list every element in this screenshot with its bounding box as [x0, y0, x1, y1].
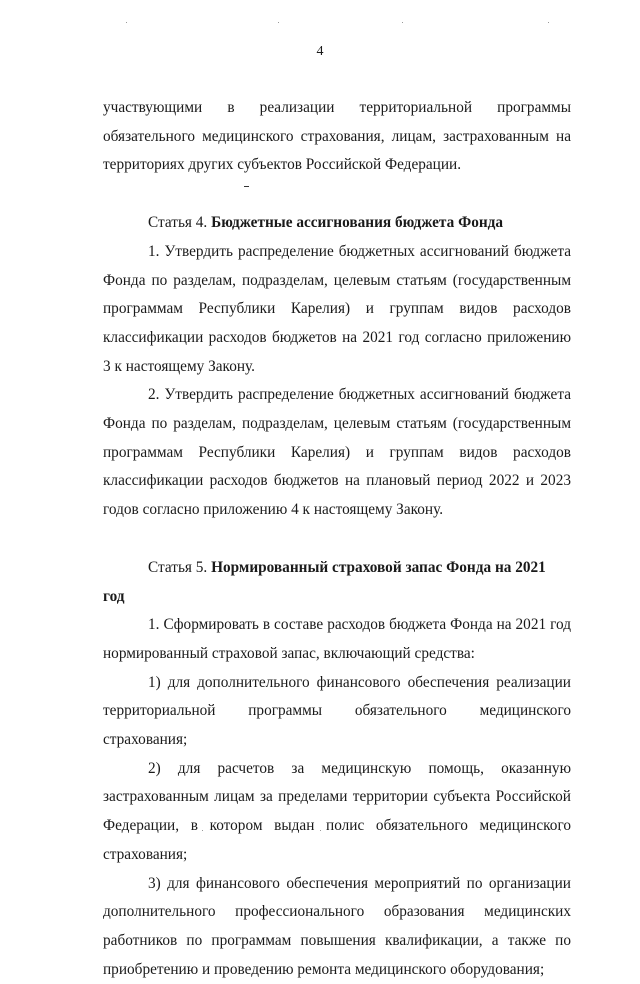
scan-speck	[402, 22, 403, 23]
article-5-label: Статья 5.	[148, 558, 208, 576]
article-4-heading	[103, 209, 571, 238]
article-5-item-3: 3) для финансового обеспечения мероприятий по организации дополнительного профессионального образования медицинских работников по программам повышения квалификации, а также по приобретению и проведению ремонта медицинского оборудования;	[103, 874, 571, 978]
section-spacer	[103, 180, 571, 209]
scan-speck	[126, 22, 127, 23]
article-4-paragraph-2: 2. Утвердить распределение бюджетных ассигнований бюджета Фонда по разделам, подразделам, целевым статьям (государственным программам Республики Карелия) и группам видов расходов классификации расходов бюджетов на плановый период 2022 и 2023 годов согласно приложению 4 к настоящему Закону.	[103, 386, 571, 519]
section-spacer	[103, 525, 571, 554]
scan-speck	[278, 22, 279, 23]
article-4-title: Бюджетные ассигнования бюджета Фонда	[211, 214, 504, 232]
scan-speck	[548, 22, 549, 23]
page-number: 4	[316, 44, 324, 59]
article-5-paragraph-1: 1. Сформировать в составе расходов бюджета Фонда на 2021 год нормированный страховой запас, включающий средства:	[103, 616, 571, 662]
article-5-heading	[103, 554, 571, 611]
article-5-title: Нормированный страховой запас Фонда на 2021 год	[103, 558, 546, 605]
article-4-label: Статья 4.	[148, 214, 208, 232]
document-body	[103, 94, 571, 984]
article-5-item-1: 1) для дополнительного финансового обеспечения реализации территориальной программы обязательного медицинского страхования;	[103, 673, 571, 749]
article-4-paragraph-1: 1. Утвердить распределение бюджетных ассигнований бюджета Фонда по разделам, подразделам, целевым статьям (государственным программам Республики Карелия) и группам видов расходов классификации расходов бюджетов на 2021 год согласно приложению 3 к настоящему Закону.	[103, 242, 571, 375]
continuation-paragraph: участвующими в реализации территориальной программы обязательного медицинского страхования, лицам, застрахованным на территориях других субъектов Российской Федерации.	[103, 99, 571, 174]
article-5-item-2: 2) для расчетов за медицинскую помощь, оказанную застрахованным лицам за пределами территории субъекта Российской Федерации, в котором выдан полис обязательного медицинского страхования;	[103, 759, 571, 863]
